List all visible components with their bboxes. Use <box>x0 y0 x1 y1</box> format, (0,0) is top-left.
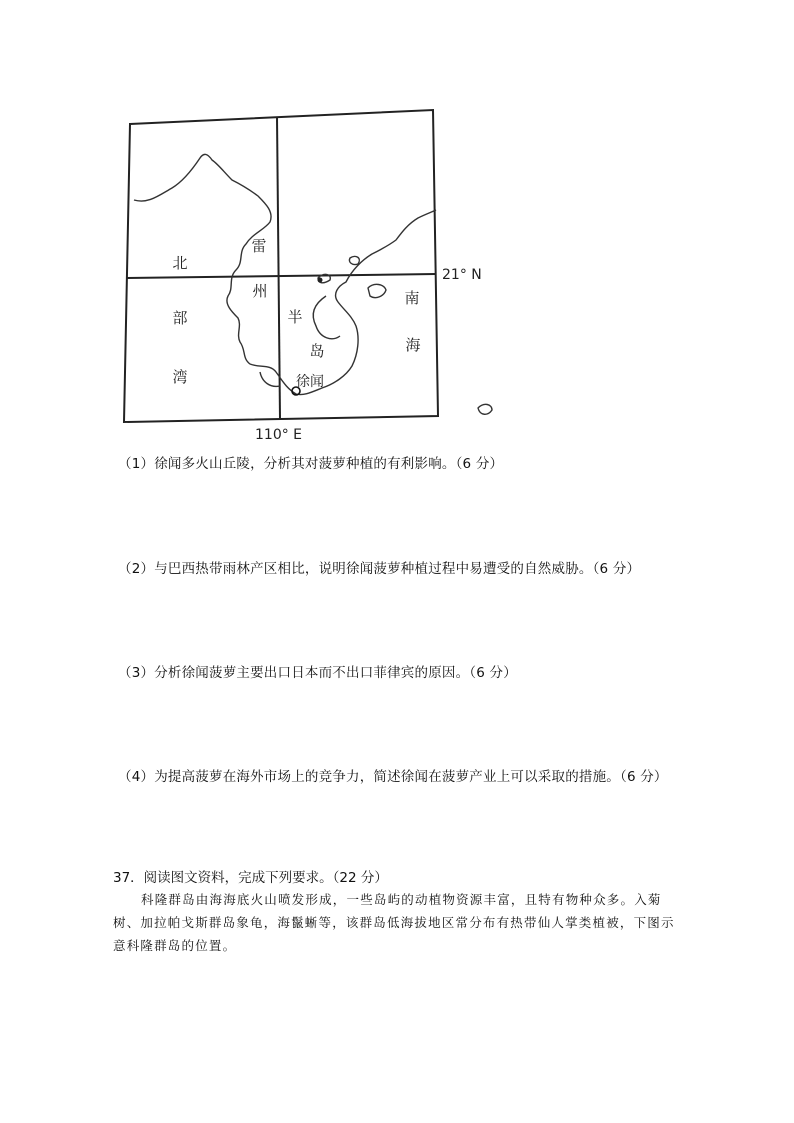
label-dao: 岛 <box>309 342 325 360</box>
island-east <box>368 284 386 297</box>
label-lon: 110° E <box>255 427 303 443</box>
islet-offshore <box>478 404 492 414</box>
label-bei: 北 <box>172 254 188 272</box>
question-3: （3）分析徐闻菠萝主要出口日本而不出口菲律宾的原因。（6 分） <box>118 665 517 681</box>
islet-a <box>349 256 359 264</box>
question-4: （4）为提高菠萝在海外市场上的竞争力，简述徐闻在菠萝产业上可以采取的措施。（6 分） <box>118 769 668 785</box>
question-2: （2）与巴西热带雨林产区相比，说明徐闻菠萝种植过程中易遭受的自然威胁。（6 分） <box>118 561 641 577</box>
question-37-paragraph: 科隆群岛由海海底火山喷发形成，一些岛屿的动植物资源丰富，且特有物种众多。入菊树、加拉帕戈斯群岛象龟，海鬣蜥等，该群岛低海拔地区常分布有热带仙人掌类植被，下图示意科隆群岛的位置。 <box>113 892 675 953</box>
map-frame <box>124 110 438 422</box>
question-37-title: 37．阅读图文资料，完成下列要求。（22 分） <box>113 870 388 886</box>
bay <box>313 296 340 339</box>
label-lei: 雷 <box>251 237 267 255</box>
leizhou-map <box>100 100 520 450</box>
label-hai: 海 <box>405 336 421 354</box>
label-xuwen: 徐闻 <box>296 374 324 390</box>
dot-marker <box>318 278 323 283</box>
label-lat: 21° N <box>442 267 482 283</box>
label-bu: 部 <box>172 309 188 327</box>
question-1: （1）徐闻多火山丘陵，分析其对菠萝种植的有利影响。（6 分） <box>118 456 504 472</box>
label-zhou: 州 <box>252 282 268 300</box>
parallel-21 <box>127 274 436 278</box>
label-nan: 南 <box>404 289 420 307</box>
map-figure <box>100 100 520 450</box>
label-ban: 半 <box>287 308 303 326</box>
label-wan: 湾 <box>172 368 188 386</box>
